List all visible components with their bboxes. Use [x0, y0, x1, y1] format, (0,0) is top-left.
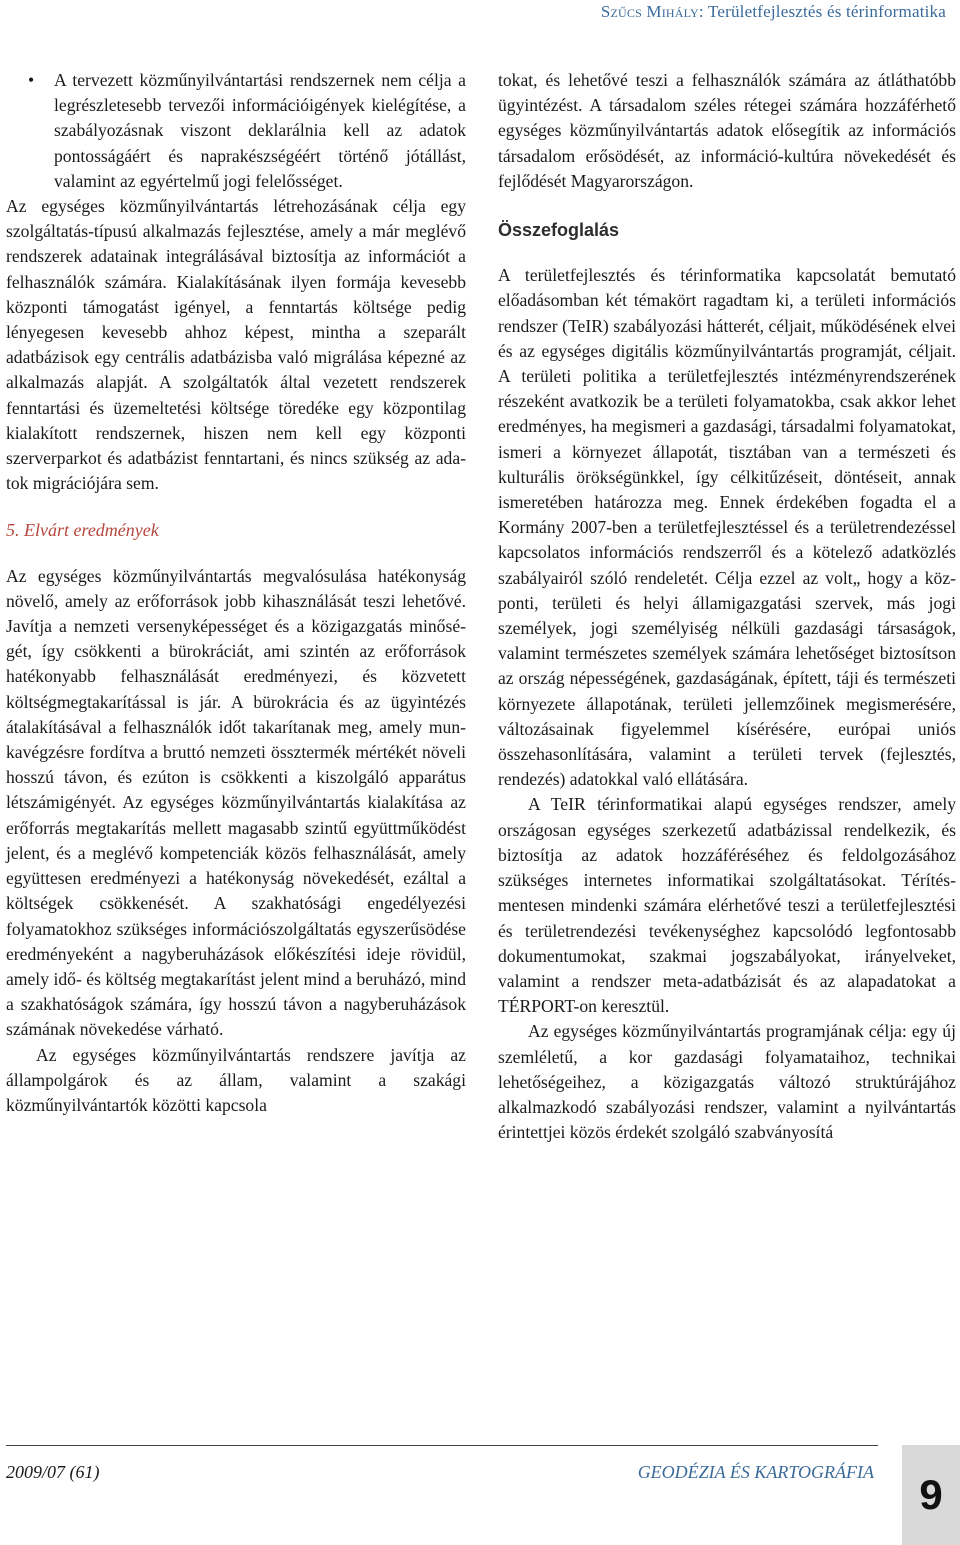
summary-heading: Összefoglalás [498, 220, 620, 241]
bullet-list [6, 68, 466, 194]
right-paragraph-1: tokat, és lehetővé teszi a felhasználók számára az átláthatóbb ügyintézést. A társadalom széles rétegei számára hozzáférhető egységes közműnyilvántartás adatok elősegítik az információs társadalom erősödését, az információ-kultúra növekedését és fejlődését Magyarországon. [498, 70, 956, 191]
right-column [498, 68, 956, 1145]
footer-divider [6, 1445, 878, 1446]
bullet-item [6, 68, 466, 194]
page-number: 9 [919, 1471, 943, 1518]
header-title: Területfejlesztés és térinformatika [707, 2, 946, 21]
left-column [6, 68, 466, 1118]
left-paragraph-3: Az egységes közműnyilvántartás rendszere javítja az állampolgárok és az állam, valamint a szakági közműnyilvántartók közötti kapcsola [6, 1044, 466, 1115]
bullet-dot-icon: • [28, 70, 35, 90]
left-paragraph-1: Az egységes közműnyilvántartás létrehozásának célja egy szolgáltatás-típusú alkalmazás fejlesztése, amely a már meglévő rendszerek adatainak integrálásával biztosítja az információt a felhasználók számára. Kialakításának ilyen formája kevesebb központi támogatást igényel, a fenntartás költsége pedig lényegesen kevesebb ahhoz képest, mintha a szeparált adatbázisok egy centrális adatbázisba való migrálása képezné az alkalmazás alapját. A szolgáltatók által vezetett rendszerek fenntartási és üzemeltetési költsége töredéke egy központilag kialakított rendszernek, hiszen nem kell egy központi szerverparkot és adatbázist fenntartani, és nincs szükség az adatok migrációjára sem. [6, 196, 466, 494]
header-author: Szűcs Mihály: [600, 2, 704, 21]
running-head [601, 2, 946, 22]
page-number-box [902, 1445, 960, 1545]
bullet-text: A tervezett közműnyilvántartási rendszernek nem célja a legrészletesebb tervezői információigények kielégítése, a szabályozásnak viszont deklarálnia kell az adatok pontosságáért és naprakészségéért történő jótállást, valamint az egyértelmű jogi felelősséget. [54, 70, 466, 191]
footer-issue: 2009/07 (61) [6, 1462, 100, 1482]
right-paragraph-3: A TeIR térinformatikai alapú egységes rendszer, amely országosan egységes szerkezetű adatbázissal rendelkezik, és biztosítja az adatok hozzáféréséhez és feldolgozásához szükséges internetes informatikai szolgáltatásokat. Térítésmentesen mindenki számára elérhetővé teszi a területfejlesztési és területrendezési tevékenységhez kapcsolódó legfontosabb dokumentumokat, szakmai jogszabályokat, irányelveket, valamint a rendszer meta-adatbázisát és az alapadatokat a TÉRPORT-on keresztül. [498, 794, 956, 1017]
footer-journal: GEODÉZIA ÉS KARTOGRÁFIA [637, 1462, 874, 1482]
right-paragraph-4: Az egységes közműnyilvántartás programjának célja: egy új szemléletű, a kor gazdasági folyamataihoz, technikai lehetőségeihez, a közigazgatás változó struktúrájához alkalmazkodó szabályozási rendszer, valamint a nyilvántartás érintettjei közös érdekét szolgáló szabványosítá [498, 1021, 956, 1143]
left-paragraph-2: Az egységes közműnyilvántartás megvalósulása hatékonyság növelő, amely az erőforrások jobb kihasználását teszi lehetővé. Javítja a nemzeti versenyképességet és a közigazgatás minőségét, így csökkenti a bürokráciát, ami szintén az erőforrások hatékonyabb felhasználását eredményezi, és közvetett költségmegtakarítással is jár. A bürokrácia és az ügyintézés átalakításával a felhasználók időt takarítanak meg, amely munkavégzésre fordítva a bruttó nemzeti össztermék mértékét növeli hosszú távon, és ezúton is csökkenti a kiszolgáló apparátus létszámigényét. Az egységes közműnyilvántartás kialakítása az erőforrás megtakarítás mellett magasabb szintű együttműködést jelent, és a meglévő kompetenciák közös felhasználását, amely együttesen eredményezi a hatékonyság növekedését, ezáltal a költségek csökkenését. A szakhatósági engedélyezési folyamatokhoz szükséges információszolgáltatás egyszerűsödése eredményeként a nagyberuházások előkészítési ideje rövidül, amely idő- és költség megtakarítást jelent mind a beruházó, mind a szakhatóságok számára, így hosszú távon a nagyberuházások számának növekedése várható. [6, 565, 466, 1040]
right-paragraph-2: A területfejlesztés és térinformatika kapcsolatát bemutató előadásomban két témakört ragadtam ki, a területi információs rendszer (TeIR) szabályozási hátterét, céljait, működésének elvei és az egységes digitális közműnyilvántartás programját, céljait. A területi politika a területfejlesztés intézményrendszerének részeként avatkozik be a területi folyamatokba, csak akkor lehet eredményes, ha megismeri a gazdasági, társadalmi folyamatokat, ismeri a környezet állapotát, tisztában van a természeti és kulturális örökségünkkel, így célkitűzéseit, döntéseit, annak ismeretében határozza meg. Ennek érdekében fogadta el a Kormány 2007-ben a területfejlesztéssel és a területrendezéssel kapcsolatos információs rendszerről és a kötelező adatközlés szabályairól szóló rendeletét. Célja ezzel az volt„ hogy a központi, területi és helyi államigazgatási szervek, más jogi személyek, jogi személyiség nélküli gazdasági társaságok, valamint természetes személyek számára lehetőséget biztosítson az ország népességének, gazdaságának, épített, táji és természeti környezete állapotának, területi jellemzőinek megismerésére, változásainak figyelemmel kísérésére, európai uniós összehasonlítására, valamint a területi tervek (fejlesztés, rendezés) adatokkal való ellátására. [498, 265, 956, 790]
section-heading: 5. Elvárt eredmények [6, 520, 159, 541]
